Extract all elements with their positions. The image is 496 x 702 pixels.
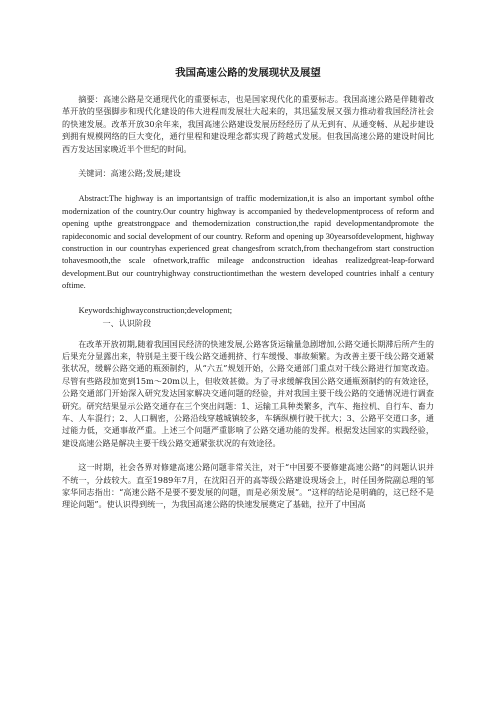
document-page [62,66,434,511]
body-paragraph-2: 这一时期，社会各界对修建高速公路问题非常关注，对于“中国要不要修建高速公路”的问题认识并不统一，分歧较大。直至1989年7月，在沈阳召开的高等级公路建设现场会上，时任国务院副总理的邹家华同志指出：“高速公路不是要不要发展的问题，而是必须发展”。“这样的结论是明确的，这已经不是理论问题”。使认识得到统一，为我国高速公路的快速发展奠定了基础，拉开了中国高 [62,462,434,510]
section-heading: 一、认识阶段 [102,318,152,329]
keywords-chinese: 关键词：高速公路;发展;建设 [78,168,181,179]
abstract-chinese: 摘要：高速公路是交通现代化的重要标志，也是国家现代化的重要标志。我国高速公路是伴随着改革开放的坚强脚步和现代化建设的伟大进程而发展壮大起来的，其迅猛发展又强力推动着我国经济社会的快速发展。改革开放30余年来，我国高速公路建设发展历经经历了从无到有、从通变畅、从起步建设到拥有规模网络的巨大变化，通行里程和建设理念都实现了跨越式发展。但我国高速公路的建设时间比西方发达国家晚近半个世纪的时间。 [62,94,434,154]
document-title: 我国高速公路的发展现状及展望 [175,67,321,79]
body-paragraph-1: 在改革开放初期,随着我国国民经济的快速发展,公路客货运输量急剧增加,公路交通长期滞后所产生的后果充分显露出来，特别是主要干线公路交通拥挤、行车缓慢、事故频繁。为改善主要干线公路交通紧张状况，缓解公路交通的瓶颈制约，从“六五”规划开始，公路交通部门重点对干线公路进行加宽改造。尽管有些路段加宽到15m～20m以上，但收效甚微。为了寻求缓解我国公路交通瓶颈制约的有效途径，公路交通部门开始深入研究发达国家解决交通问题的经验，并对我国主要干线公路的交通情况进行调查研究。研究结果显示公路交通存在三个突出问题：1、运输工具种类繁多，汽车、拖拉机、自行车、畜力车、人车混行；2、人口稠密，公路沿线穿越城镇较多，车辆纵横行驶干扰大；3、公路平交道口多，通过能力低，交通事故严重。上述三个问题严重影响了公路交通功能的发挥。根据发达国家的实践经验，建设高速公路是解决主要干线公路交通紧张状况的有效途径。 [62,338,434,448]
keywords-english: Keywords:highwayconstruction;development; [78,305,233,315]
abstract-english: Abstract:The highway is an importantsign of traffic modernization,it is also an important symbol ofthe modernization of the country.Our country highway is accompanied by thedevelopmentprocess of reform and opening upthe greatstrongpace and themodernization construction,the rapid developmentandpromote the rapideconomic and social development of our country. Reform and opening up 30yearsofdevelopment, highway construction in our countryhas experienced great changesfrom scratch,from thechangefrom start construction tohavesmooth,the scale ofnetwork,traffic mileage andconstruction ideahas realizedgreat-leap-forward development.But our countryhighway constructiontimethan the western developed countries inhalf a century oftime. [62,194,434,291]
